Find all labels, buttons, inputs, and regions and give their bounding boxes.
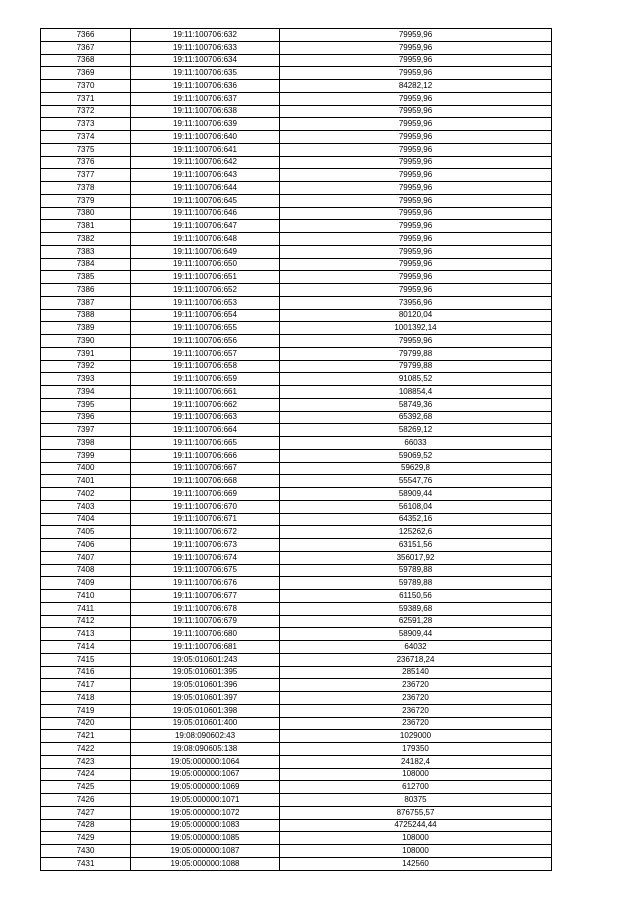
row-number-cell: 7366 xyxy=(41,29,131,42)
value-cell: 79959,96 xyxy=(280,67,552,80)
cadastral-number-cell: 19:05:000000:1071 xyxy=(131,794,280,807)
value-cell: 79959,96 xyxy=(280,258,552,271)
value-cell: 80375 xyxy=(280,794,552,807)
row-number-cell: 7371 xyxy=(41,92,131,105)
value-cell: 58909,44 xyxy=(280,488,552,501)
table-row xyxy=(41,641,552,654)
cadastral-number-cell: 19:11:100706:667 xyxy=(131,462,280,475)
cadastral-number-cell: 19:11:100706:681 xyxy=(131,641,280,654)
row-number-cell: 7372 xyxy=(41,105,131,118)
cadastral-number-cell: 19:11:100706:668 xyxy=(131,475,280,488)
value-cell: 73956,96 xyxy=(280,296,552,309)
table-row xyxy=(41,296,552,309)
table-row xyxy=(41,169,552,182)
cadastral-number-cell: 19:11:100706:636 xyxy=(131,80,280,93)
row-number-cell: 7377 xyxy=(41,169,131,182)
table-row xyxy=(41,500,552,513)
value-cell: 236720 xyxy=(280,717,552,730)
table-row xyxy=(41,271,552,284)
table-row xyxy=(41,131,552,144)
cadastral-number-cell: 19:11:100706:644 xyxy=(131,182,280,195)
row-number-cell: 7399 xyxy=(41,449,131,462)
cadastral-number-cell: 19:11:100706:653 xyxy=(131,296,280,309)
table-row xyxy=(41,806,552,819)
row-number-cell: 7388 xyxy=(41,309,131,322)
cadastral-number-cell: 19:11:100706:645 xyxy=(131,194,280,207)
table-row xyxy=(41,602,552,615)
row-number-cell: 7368 xyxy=(41,54,131,67)
row-number-cell: 7415 xyxy=(41,653,131,666)
table-row xyxy=(41,615,552,628)
cadastral-number-cell: 19:05:010601:395 xyxy=(131,666,280,679)
value-cell: 612700 xyxy=(280,781,552,794)
value-cell: 79959,96 xyxy=(280,182,552,195)
table-row xyxy=(41,335,552,348)
row-number-cell: 7424 xyxy=(41,768,131,781)
row-number-cell: 7402 xyxy=(41,488,131,501)
row-number-cell: 7419 xyxy=(41,704,131,717)
table-row xyxy=(41,194,552,207)
cadastral-number-cell: 19:11:100706:680 xyxy=(131,628,280,641)
value-cell: 108000 xyxy=(280,845,552,858)
table-row xyxy=(41,143,552,156)
cadastral-number-cell: 19:05:000000:1083 xyxy=(131,819,280,832)
cadastral-number-cell: 19:11:100706:664 xyxy=(131,424,280,437)
value-cell: 285140 xyxy=(280,666,552,679)
row-number-cell: 7431 xyxy=(41,857,131,870)
cadastral-number-cell: 19:05:000000:1088 xyxy=(131,857,280,870)
row-number-cell: 7389 xyxy=(41,322,131,335)
cadastral-number-cell: 19:11:100706:678 xyxy=(131,602,280,615)
table-row xyxy=(41,857,552,870)
value-cell: 79799,88 xyxy=(280,360,552,373)
cadastral-number-cell: 19:05:000000:1069 xyxy=(131,781,280,794)
row-number-cell: 7396 xyxy=(41,411,131,424)
table-row xyxy=(41,755,552,768)
value-cell: 79959,96 xyxy=(280,131,552,144)
value-cell: 61150,56 xyxy=(280,590,552,603)
value-cell: 79959,96 xyxy=(280,29,552,42)
table-row xyxy=(41,322,552,335)
cadastral-number-cell: 19:11:100706:648 xyxy=(131,233,280,246)
row-number-cell: 7373 xyxy=(41,118,131,131)
value-cell: 79959,96 xyxy=(280,233,552,246)
value-cell: 59789,88 xyxy=(280,577,552,590)
value-cell: 876755,57 xyxy=(280,806,552,819)
row-number-cell: 7408 xyxy=(41,564,131,577)
value-cell: 63151,56 xyxy=(280,539,552,552)
row-number-cell: 7375 xyxy=(41,143,131,156)
cadastral-number-cell: 19:11:100706:647 xyxy=(131,220,280,233)
cadastral-number-cell: 19:11:100706:661 xyxy=(131,386,280,399)
table-row xyxy=(41,29,552,42)
cadastral-number-cell: 19:08:090602:43 xyxy=(131,730,280,743)
table-row xyxy=(41,692,552,705)
table-row xyxy=(41,666,552,679)
table-row xyxy=(41,347,552,360)
cadastral-number-cell: 19:11:100706:646 xyxy=(131,207,280,220)
row-number-cell: 7376 xyxy=(41,156,131,169)
cadastral-number-cell: 19:11:100706:634 xyxy=(131,54,280,67)
row-number-cell: 7400 xyxy=(41,462,131,475)
row-number-cell: 7409 xyxy=(41,577,131,590)
row-number-cell: 7370 xyxy=(41,80,131,93)
value-cell: 91085,52 xyxy=(280,373,552,386)
value-cell: 142560 xyxy=(280,857,552,870)
table-row xyxy=(41,67,552,80)
cadastral-number-cell: 19:05:010601:397 xyxy=(131,692,280,705)
value-cell: 79959,96 xyxy=(280,54,552,67)
row-number-cell: 7383 xyxy=(41,245,131,258)
value-cell: 79959,96 xyxy=(280,92,552,105)
row-number-cell: 7367 xyxy=(41,41,131,54)
table-row xyxy=(41,386,552,399)
row-number-cell: 7380 xyxy=(41,207,131,220)
value-cell: 79959,96 xyxy=(280,335,552,348)
cadastral-number-cell: 19:11:100706:643 xyxy=(131,169,280,182)
cadastral-number-cell: 19:11:100706:673 xyxy=(131,539,280,552)
cadastral-number-cell: 19:05:010601:396 xyxy=(131,679,280,692)
value-cell: 79959,96 xyxy=(280,118,552,131)
table-row xyxy=(41,182,552,195)
table-row xyxy=(41,768,552,781)
cadastral-number-cell: 19:11:100706:659 xyxy=(131,373,280,386)
row-number-cell: 7411 xyxy=(41,602,131,615)
row-number-cell: 7384 xyxy=(41,258,131,271)
table-row xyxy=(41,513,552,526)
cadastral-number-cell: 19:05:000000:1064 xyxy=(131,755,280,768)
cadastral-number-cell: 19:11:100706:669 xyxy=(131,488,280,501)
table-row xyxy=(41,360,552,373)
row-number-cell: 7407 xyxy=(41,551,131,564)
table-row xyxy=(41,819,552,832)
value-cell: 1001392,14 xyxy=(280,322,552,335)
table-row xyxy=(41,424,552,437)
table-row xyxy=(41,462,552,475)
value-cell: 79959,96 xyxy=(280,220,552,233)
cadastral-number-cell: 19:11:100706:642 xyxy=(131,156,280,169)
value-cell: 4725244,44 xyxy=(280,819,552,832)
row-number-cell: 7395 xyxy=(41,398,131,411)
value-cell: 79959,96 xyxy=(280,41,552,54)
cadastral-number-cell: 19:11:100706:670 xyxy=(131,500,280,513)
value-cell: 24182,4 xyxy=(280,755,552,768)
value-cell: 59389,68 xyxy=(280,602,552,615)
value-cell: 79959,96 xyxy=(280,143,552,156)
row-number-cell: 7386 xyxy=(41,284,131,297)
value-cell: 236720 xyxy=(280,679,552,692)
cadastral-number-cell: 19:08:090605:138 xyxy=(131,743,280,756)
table-row xyxy=(41,653,552,666)
value-cell: 79959,96 xyxy=(280,169,552,182)
table-row xyxy=(41,794,552,807)
cadastral-number-cell: 19:11:100706:652 xyxy=(131,284,280,297)
row-number-cell: 7379 xyxy=(41,194,131,207)
cadastral-number-cell: 19:11:100706:666 xyxy=(131,449,280,462)
table-row xyxy=(41,743,552,756)
cadastral-number-cell: 19:11:100706:676 xyxy=(131,577,280,590)
row-number-cell: 7405 xyxy=(41,526,131,539)
row-number-cell: 7428 xyxy=(41,819,131,832)
row-number-cell: 7427 xyxy=(41,806,131,819)
row-number-cell: 7381 xyxy=(41,220,131,233)
row-number-cell: 7385 xyxy=(41,271,131,284)
value-cell: 79959,96 xyxy=(280,284,552,297)
cadastral-number-cell: 19:11:100706:651 xyxy=(131,271,280,284)
table-row xyxy=(41,539,552,552)
row-number-cell: 7414 xyxy=(41,641,131,654)
cadastral-number-cell: 19:11:100706:655 xyxy=(131,322,280,335)
cadastral-number-cell: 19:11:100706:675 xyxy=(131,564,280,577)
cadastral-number-cell: 19:05:010601:243 xyxy=(131,653,280,666)
value-cell: 1029000 xyxy=(280,730,552,743)
table-row xyxy=(41,475,552,488)
table-row xyxy=(41,284,552,297)
cadastral-number-cell: 19:11:100706:674 xyxy=(131,551,280,564)
cadastral-number-cell: 19:11:100706:638 xyxy=(131,105,280,118)
table-row xyxy=(41,105,552,118)
table-row xyxy=(41,54,552,67)
cadastral-number-cell: 19:11:100706:663 xyxy=(131,411,280,424)
value-cell: 58749,36 xyxy=(280,398,552,411)
data-table xyxy=(40,28,552,871)
value-cell: 66033 xyxy=(280,437,552,450)
value-cell: 108000 xyxy=(280,832,552,845)
cadastral-number-cell: 19:05:000000:1087 xyxy=(131,845,280,858)
cadastral-number-cell: 19:05:000000:1072 xyxy=(131,806,280,819)
value-cell: 65392,68 xyxy=(280,411,552,424)
value-cell: 79959,96 xyxy=(280,271,552,284)
row-number-cell: 7403 xyxy=(41,500,131,513)
cadastral-number-cell: 19:11:100706:641 xyxy=(131,143,280,156)
table-row xyxy=(41,245,552,258)
row-number-cell: 7401 xyxy=(41,475,131,488)
row-number-cell: 7393 xyxy=(41,373,131,386)
table-row xyxy=(41,781,552,794)
value-cell: 179350 xyxy=(280,743,552,756)
value-cell: 62591,28 xyxy=(280,615,552,628)
row-number-cell: 7392 xyxy=(41,360,131,373)
table-row xyxy=(41,220,552,233)
row-number-cell: 7387 xyxy=(41,296,131,309)
table-row xyxy=(41,845,552,858)
cadastral-number-cell: 19:11:100706:639 xyxy=(131,118,280,131)
table-row xyxy=(41,207,552,220)
cadastral-number-cell: 19:05:010601:398 xyxy=(131,704,280,717)
value-cell: 64352,16 xyxy=(280,513,552,526)
row-number-cell: 7406 xyxy=(41,539,131,552)
row-number-cell: 7429 xyxy=(41,832,131,845)
cadastral-number-cell: 19:11:100706:640 xyxy=(131,131,280,144)
row-number-cell: 7423 xyxy=(41,755,131,768)
value-cell: 79959,96 xyxy=(280,194,552,207)
row-number-cell: 7418 xyxy=(41,692,131,705)
cadastral-number-cell: 19:11:100706:637 xyxy=(131,92,280,105)
cadastral-number-cell: 19:11:100706:679 xyxy=(131,615,280,628)
row-number-cell: 7413 xyxy=(41,628,131,641)
table-row xyxy=(41,373,552,386)
cadastral-number-cell: 19:11:100706:650 xyxy=(131,258,280,271)
value-cell: 80120,04 xyxy=(280,309,552,322)
table-row xyxy=(41,233,552,246)
value-cell: 356017,92 xyxy=(280,551,552,564)
cadastral-number-cell: 19:11:100706:672 xyxy=(131,526,280,539)
row-number-cell: 7430 xyxy=(41,845,131,858)
value-cell: 58269,12 xyxy=(280,424,552,437)
table-row xyxy=(41,679,552,692)
row-number-cell: 7398 xyxy=(41,437,131,450)
row-number-cell: 7391 xyxy=(41,347,131,360)
table-row xyxy=(41,704,552,717)
value-cell: 59629,8 xyxy=(280,462,552,475)
value-cell: 79959,96 xyxy=(280,105,552,118)
value-cell: 56108,04 xyxy=(280,500,552,513)
table-row xyxy=(41,730,552,743)
table-row xyxy=(41,590,552,603)
value-cell: 125262,6 xyxy=(280,526,552,539)
row-number-cell: 7417 xyxy=(41,679,131,692)
row-number-cell: 7404 xyxy=(41,513,131,526)
table-row xyxy=(41,258,552,271)
cadastral-number-cell: 19:11:100706:649 xyxy=(131,245,280,258)
row-number-cell: 7426 xyxy=(41,794,131,807)
table-row xyxy=(41,449,552,462)
row-number-cell: 7416 xyxy=(41,666,131,679)
table-row xyxy=(41,80,552,93)
value-cell: 236720 xyxy=(280,692,552,705)
table-row xyxy=(41,156,552,169)
row-number-cell: 7412 xyxy=(41,615,131,628)
cadastral-number-cell: 19:05:000000:1067 xyxy=(131,768,280,781)
value-cell: 79959,96 xyxy=(280,245,552,258)
value-cell: 84282,12 xyxy=(280,80,552,93)
row-number-cell: 7421 xyxy=(41,730,131,743)
cadastral-number-cell: 19:11:100706:654 xyxy=(131,309,280,322)
value-cell: 79959,96 xyxy=(280,156,552,169)
value-cell: 108000 xyxy=(280,768,552,781)
cadastral-number-cell: 19:11:100706:657 xyxy=(131,347,280,360)
table-row xyxy=(41,551,552,564)
value-cell: 58909,44 xyxy=(280,628,552,641)
cadastral-number-cell: 19:11:100706:671 xyxy=(131,513,280,526)
cadastral-number-cell: 19:11:100706:632 xyxy=(131,29,280,42)
cadastral-number-cell: 19:11:100706:633 xyxy=(131,41,280,54)
cadastral-number-cell: 19:11:100706:662 xyxy=(131,398,280,411)
table-row xyxy=(41,411,552,424)
cadastral-number-cell: 19:11:100706:658 xyxy=(131,360,280,373)
value-cell: 79959,96 xyxy=(280,207,552,220)
row-number-cell: 7397 xyxy=(41,424,131,437)
row-number-cell: 7420 xyxy=(41,717,131,730)
cadastral-number-cell: 19:05:000000:1085 xyxy=(131,832,280,845)
cadastral-number-cell: 19:11:100706:665 xyxy=(131,437,280,450)
value-cell: 79799,88 xyxy=(280,347,552,360)
row-number-cell: 7369 xyxy=(41,67,131,80)
value-cell: 236718,24 xyxy=(280,653,552,666)
row-number-cell: 7374 xyxy=(41,131,131,144)
value-cell: 55547,76 xyxy=(280,475,552,488)
cadastral-number-cell: 19:11:100706:677 xyxy=(131,590,280,603)
table-row xyxy=(41,717,552,730)
value-cell: 108854,4 xyxy=(280,386,552,399)
table-row xyxy=(41,526,552,539)
table-row xyxy=(41,488,552,501)
row-number-cell: 7410 xyxy=(41,590,131,603)
table-row xyxy=(41,398,552,411)
row-number-cell: 7378 xyxy=(41,182,131,195)
row-number-cell: 7394 xyxy=(41,386,131,399)
table-row xyxy=(41,92,552,105)
value-cell: 59789,88 xyxy=(280,564,552,577)
table-row xyxy=(41,118,552,131)
row-number-cell: 7390 xyxy=(41,335,131,348)
table-row xyxy=(41,437,552,450)
table-row xyxy=(41,309,552,322)
cadastral-number-cell: 19:05:010601:400 xyxy=(131,717,280,730)
value-cell: 64032 xyxy=(280,641,552,654)
row-number-cell: 7425 xyxy=(41,781,131,794)
cadastral-number-cell: 19:11:100706:656 xyxy=(131,335,280,348)
table-row xyxy=(41,577,552,590)
table-row xyxy=(41,832,552,845)
table-row xyxy=(41,628,552,641)
table-row xyxy=(41,41,552,54)
table-row xyxy=(41,564,552,577)
value-cell: 236720 xyxy=(280,704,552,717)
cadastral-number-cell: 19:11:100706:635 xyxy=(131,67,280,80)
row-number-cell: 7382 xyxy=(41,233,131,246)
table-body xyxy=(41,29,552,871)
row-number-cell: 7422 xyxy=(41,743,131,756)
value-cell: 59069,52 xyxy=(280,449,552,462)
